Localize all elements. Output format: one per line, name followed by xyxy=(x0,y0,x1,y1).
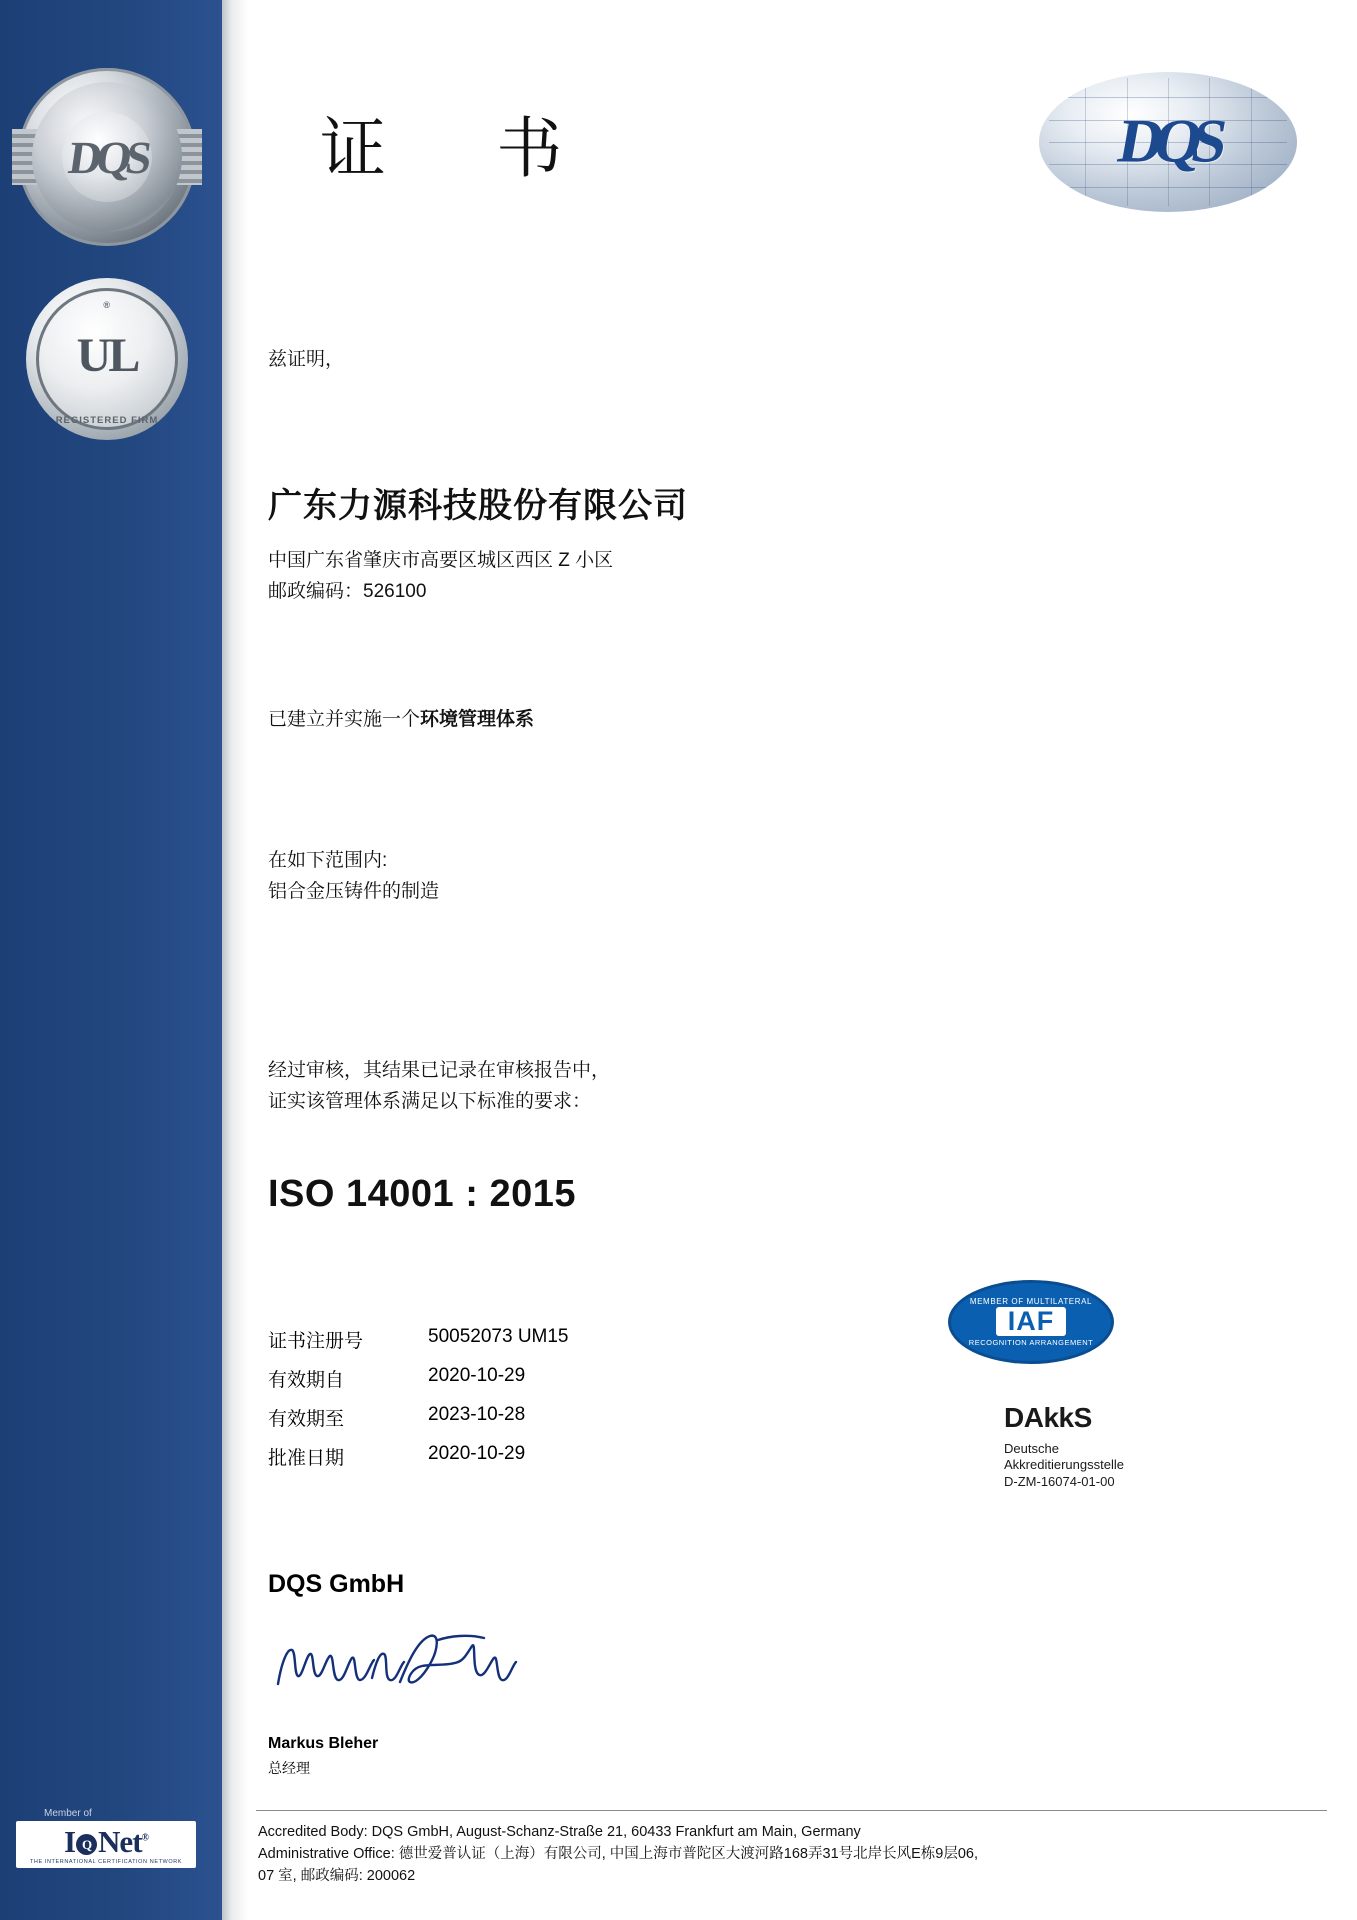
dakks-sub-line-2: Akkreditierungsstelle xyxy=(1004,1457,1124,1473)
ul-registered-firm-icon xyxy=(26,278,188,440)
dakks-name-row xyxy=(948,1395,1208,1441)
footer-divider xyxy=(256,1810,1327,1811)
iqnet-globe-icon: Q xyxy=(76,1834,97,1855)
dqs-seal-core xyxy=(62,112,152,202)
dqs-seal-icon xyxy=(18,68,196,246)
address-line-2: 邮政编码：526100 xyxy=(268,581,427,603)
signer-role: 总经理 xyxy=(268,1760,310,1776)
iaf-top-arc-text: MEMBER OF MULTILATERAL xyxy=(969,1297,1093,1307)
iaf-letters: IAF xyxy=(996,1307,1067,1335)
table-row xyxy=(268,1437,569,1476)
table-row xyxy=(268,1320,569,1359)
dqs-globe-letters: DQS xyxy=(1113,107,1223,176)
company-name: 广东力源科技股份有限公司 xyxy=(268,487,688,525)
management-system-type: 环境管理体系 xyxy=(420,709,535,730)
registration-value: 2023-10-28 xyxy=(428,1404,526,1425)
ul-letters: UL xyxy=(76,329,138,382)
ul-ring-text: REGISTERED FIRM xyxy=(55,415,159,426)
dqs-seal-ring xyxy=(32,82,182,232)
registration-value: 50052073 UM15 xyxy=(428,1326,569,1347)
registration-details-table xyxy=(268,1320,569,1476)
signature-image xyxy=(272,1622,542,1702)
iqnet-name-left: I xyxy=(63,1824,76,1859)
standard-name: ISO 14001 : 2015 xyxy=(268,1173,576,1215)
registration-label: 有效期自 xyxy=(268,1370,345,1391)
established-statement xyxy=(268,705,534,734)
registration-value: 2020-10-29 xyxy=(428,1443,526,1464)
dqs-globe-logo-icon xyxy=(1039,72,1297,212)
certificate-content xyxy=(248,0,1357,1920)
dakks-sub-line-1: Deutsche xyxy=(1004,1441,1059,1456)
signer-name: Markus Bleher xyxy=(268,1735,379,1752)
band-edge-gradient xyxy=(222,0,248,1920)
registration-label: 证书注册号 xyxy=(268,1331,364,1352)
footer-line-3: 07 室, 邮政编码: 200062 xyxy=(258,1867,416,1884)
dakks-arcs-icon xyxy=(948,1395,1000,1441)
scope-block xyxy=(268,845,439,908)
dakks-logo xyxy=(948,1395,1208,1490)
dakks-subtitle xyxy=(1004,1441,1208,1490)
issuer-company-name: DQS GmbH xyxy=(268,1570,405,1598)
established-prefix: 已建立并实施一个 xyxy=(268,709,421,730)
iqnet-registered-symbol: ® xyxy=(141,1832,149,1844)
iqnet-wordmark xyxy=(22,1826,190,1857)
iaf-bottom-arc-text: RECOGNITION ARRANGEMENT xyxy=(968,1337,1094,1347)
page-title: 证 书 xyxy=(320,111,609,185)
registration-value: 2020-10-29 xyxy=(428,1365,526,1386)
hereby-text: 兹证明， xyxy=(268,349,345,370)
table-row xyxy=(268,1359,569,1398)
footer-text xyxy=(258,1822,1337,1887)
footer-line-1: Accredited Body: DQS GmbH, August-Schanz-Straße 21, 60433 Frankfurt am Main, Germany xyxy=(258,1824,861,1840)
dqs-seal-letters: DQS xyxy=(65,131,149,183)
iaf-logo-icon xyxy=(948,1280,1114,1364)
iqnet-logo xyxy=(16,1808,196,1868)
iqnet-plate xyxy=(16,1821,196,1868)
ul-registered-symbol: ® xyxy=(103,300,111,310)
iqnet-tagline: THE INTERNATIONAL CERTIFICATION NETWORK xyxy=(29,1859,183,1865)
scope-label: 在如下范围内: xyxy=(268,850,388,871)
iqnet-name-right: Net xyxy=(98,1824,142,1859)
registration-label: 批准日期 xyxy=(268,1448,345,1469)
footer-line-2: Administrative Office: 德世爱普认证（上海）有限公司, 中国上海市普陀区大渡河路168弄31号北岸长风E栋9层06, xyxy=(258,1845,979,1862)
company-address xyxy=(268,545,613,608)
iqnet-member-label: Member of xyxy=(44,1808,92,1819)
table-row xyxy=(268,1398,569,1437)
scope-value: 铝合金压铸件的制造 xyxy=(268,881,440,903)
audit-statement xyxy=(268,1055,610,1118)
address-line-1: 中国广东省肇庆市高要区城区西区 Z 小区 xyxy=(268,550,614,571)
audit-line-1: 经过审核，其结果已记录在审核报告中， xyxy=(268,1060,611,1081)
dakks-name: DAkkS xyxy=(1004,1402,1092,1433)
registration-label: 有效期至 xyxy=(268,1409,345,1430)
dakks-sub-line-3: D-ZM-16074-01-00 xyxy=(1004,1473,1115,1489)
audit-line-2: 证实该管理体系满足以下标准的要求： xyxy=(268,1091,592,1113)
